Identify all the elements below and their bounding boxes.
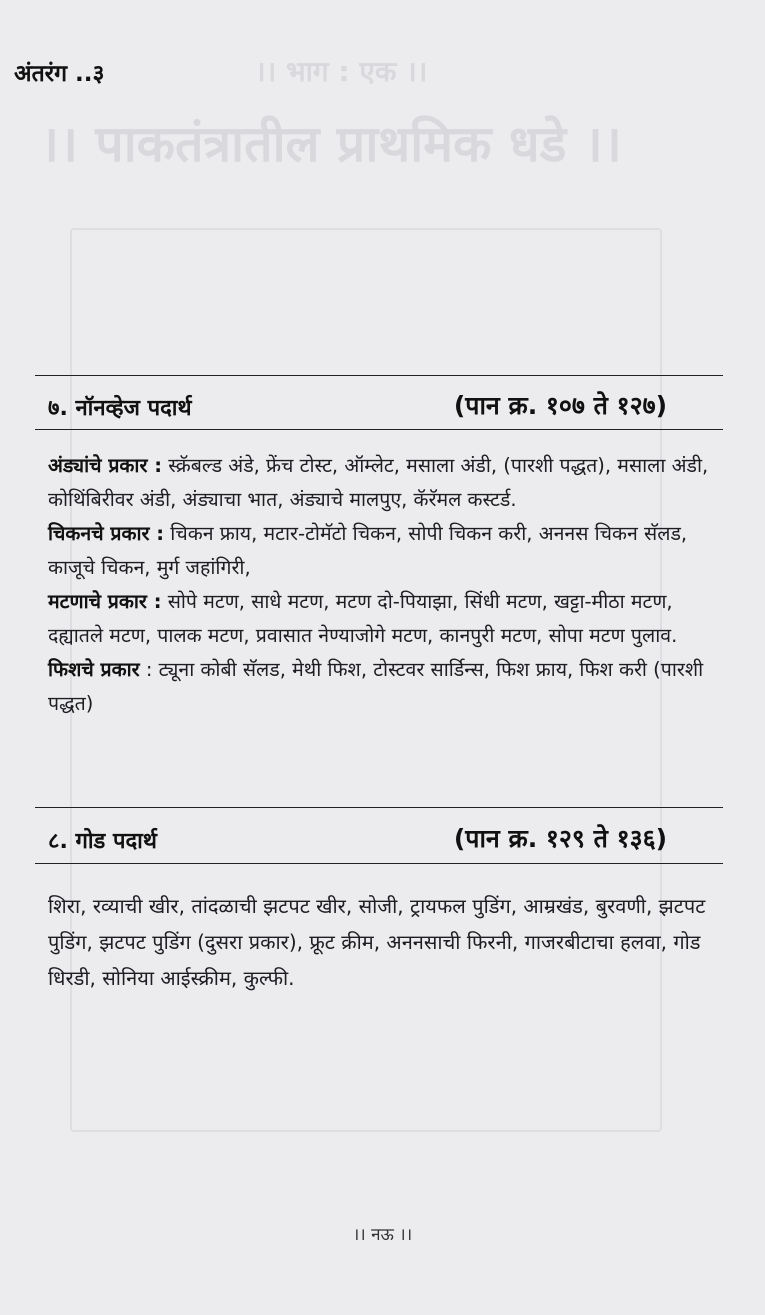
show-through-chapter-title: ।। पाकतंत्रातील प्राथमिक धडे ।। [40, 115, 622, 173]
mutton-list: सोपे मटण, साधे मटण, मटण दो-पियाझा, सिंधी मटण, खट्टा-मीठा मटण, दह्यातले मटण, पालक मटण, प्रवासात नेण्याजोगे मटण, कानपुरी मटण, सोपा मटण पुलाव. [48, 590, 678, 647]
chicken-label: चिकनचे प्रकार : [48, 522, 165, 545]
sweets-list: शिरा, रव्याची खीर, तांदळाची झटपट खीर, सोजी, ट्रायफल पुडिंग, आम्रखंड, बुरवणी, झटपट पुडिंग, झटपट पुडिंग (दुसरा प्रकार), फ्रूट क्रीम, अननसाची फिरनी, गाजरबीटाचा हलवा, गोड धिरडी, सोनिया आईस्क्रीम, कुल्फी. [48, 894, 706, 990]
fish-paragraph [48, 653, 726, 721]
page-header: अंतरंग ..३ [14, 61, 105, 87]
divider-top-section-7 [35, 375, 723, 376]
fish-label: फिशचे प्रकार [48, 658, 140, 681]
chicken-paragraph [48, 517, 726, 585]
divider-bottom-section-7 [35, 429, 723, 430]
section-7-title: ७. नॉनव्हेज पदार्थ [48, 396, 192, 421]
show-through-part-heading: ।। भाग : एक ।। [255, 55, 428, 88]
section-8-content [48, 888, 726, 996]
section-8-page-range: (पान क्र. १२९ ते १३६) [453, 824, 667, 853]
eggs-paragraph [48, 449, 726, 517]
eggs-label: अंड्यांचे प्रकार : [48, 454, 163, 477]
section-7-page-range: (पान क्र. १०७ ते १२७) [453, 391, 667, 420]
divider-bottom-section-8 [35, 863, 723, 864]
section-8-title: ८. गोड पदार्थ [48, 829, 157, 854]
eggs-list: स्क्रॅबल्ड अंडे, फ्रेंच टोस्ट, ऑम्लेट, मसाला अंडी, (पारशी पद्धत), मसाला अंडी, कोथिंबिरीवर अंडी, अंड्याचा भात, अंड्याचे मालपुए, कॅरॅमल कस्टर्ड. [48, 454, 709, 511]
fish-list: : ट्यूना कोबी सॅलड, मेथी फिश, टोस्टवर सार्डिन्स, फिश फ्राय, फिश करी (पारशी पद्धत) [48, 658, 704, 715]
page-number: ।। नऊ ।। [352, 1225, 413, 1245]
chicken-list: चिकन फ्राय, मटार-टोमॅटो चिकन, सोपी चिकन करी, अननस चिकन सॅलड, काजूचे चिकन, मुर्ग जहांगिरी, [48, 522, 688, 579]
mutton-paragraph [48, 585, 726, 653]
divider-top-section-8 [35, 807, 723, 808]
mutton-label: मटणाचे प्रकार : [48, 590, 162, 613]
section-7-content [48, 449, 726, 721]
